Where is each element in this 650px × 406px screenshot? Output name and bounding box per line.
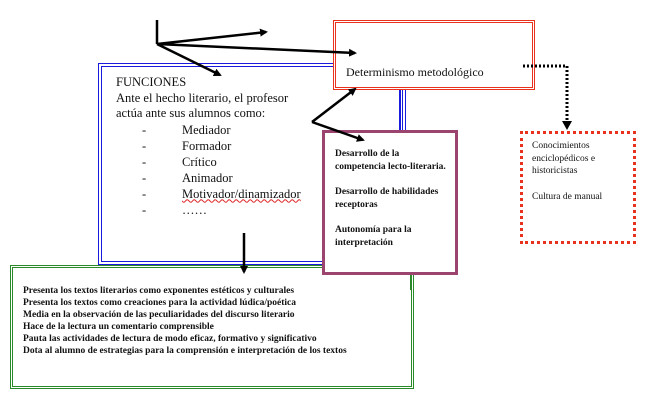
funciones-intro-2: actúa ante sus alumnos como: (116, 106, 266, 120)
dotted-arrow-head (562, 121, 572, 130)
presenta-line: Presenta los textos literarios como exponentes estéticos y culturales (23, 286, 295, 296)
list-item-label: …… (182, 202, 207, 217)
bullet-dash: - (142, 170, 147, 185)
funciones-intro-1: Ante el hecho literario, el profesor (116, 90, 289, 105)
list-item-label: Crítico (182, 154, 217, 169)
bullet-dash: - (142, 202, 147, 217)
presenta-line: Presenta los textos como creaciones para la actividad lúdica/poética (23, 298, 296, 308)
conocimientos-item: Cultura de manual (532, 191, 603, 202)
funciones-title: FUNCIONES (116, 75, 187, 89)
determinismo-label: Determinismo metodológico (346, 65, 484, 79)
list-item-label: Formador (182, 138, 232, 153)
presenta-line: Pauta las actividades de lectura de modo eficaz, formativo y significativo (23, 334, 317, 344)
presenta-line: Hace de la lectura un comentario comprensible (23, 322, 214, 332)
list-item-label: Motivador/dinamizador (182, 186, 301, 201)
desarrollo-box (322, 130, 458, 275)
determinismo-box (333, 20, 535, 90)
conocimientos-item: Conocimientos enciclopédicos e historicistas (532, 141, 596, 176)
desarrollo-item: Autonomía para la interpretación (335, 225, 412, 248)
presenta-line: Media en la observación de las peculiaridades del discurso literario (23, 310, 295, 320)
list-item-label: Mediador (182, 122, 231, 137)
presenta-box (10, 265, 414, 389)
bullet-dash: - (142, 122, 147, 137)
desarrollo-item: Desarrollo de la competencia lecto-literaria. (335, 149, 446, 172)
list-item-label: Animador (182, 170, 233, 185)
presenta-line: Dota al alumno de estrategias para la comprensión e interpretación de los textos (23, 346, 347, 356)
bullet-dash: - (142, 138, 147, 153)
desarrollo-item: Desarrollo de habilidades receptoras (335, 187, 439, 210)
conocimientos-box (520, 131, 636, 244)
bullet-dash: - (142, 186, 147, 201)
bullet-dash: - (142, 154, 147, 169)
